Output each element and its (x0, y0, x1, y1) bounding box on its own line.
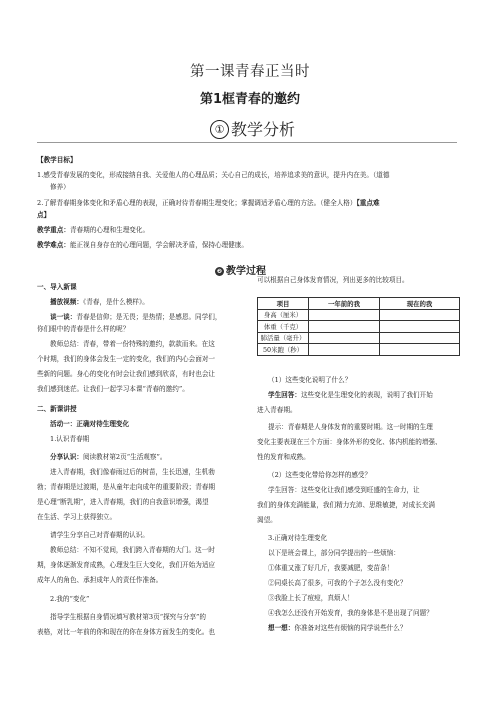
question-1: （1）这些变化说明了什么？ (268, 376, 352, 384)
summary-2: 期，身体逐渐发育成熟，心理发生巨大变化，我们开始为适应 (37, 561, 216, 569)
worry-item: ③我脸上长了痘痘，真烦人！ (268, 594, 354, 602)
table-header: 现在的我 (380, 298, 460, 310)
summary-1: 教师总结：不知不觉间，我们跨入青春期的大门。这一时 (50, 546, 215, 554)
reading-3: 是心理“断乳期”，进入青春期，我们的自我意识增强，渴望 (37, 498, 209, 506)
table-cell: 身高（厘米） (258, 309, 309, 321)
activity-1: 活动一：正确对待生理变化 (50, 420, 130, 428)
table-row (258, 321, 460, 333)
goal-1-cont: 修养） (50, 183, 70, 191)
lesson-subtitle: 第1框青春的邀约 (199, 92, 301, 107)
hint-2: 变化主要表现在三个方面：身体外形的变化、体内机能的增强、 (257, 438, 442, 446)
think-line: 想一想：你准备对这些有烦恼的同学说些什么？ (268, 624, 407, 632)
key-point: 教学重点：青春期的心理和生理变化。 (37, 226, 150, 234)
table-cell: 体重（千克） (258, 321, 309, 333)
teacher-summary: 教师总结：青春，带着一份特殊的邀约，款款而来。在这 (50, 340, 215, 348)
answer-2-cont: 我们的身体充满能量，我们精力充沛、思维敏捷，对成长充满 (257, 501, 436, 509)
talk-line: 谈一谈：青春是信仰；是无畏；是热情；是感恩。同学们， (50, 313, 222, 321)
question-2: （2）这些变化带给你怎样的感受？ (268, 471, 372, 479)
table-row (258, 332, 460, 344)
summary-3: 成年人的角色、承担成年人的责任作准备。 (37, 576, 163, 584)
worry-item: ①体重又涨了好几斤，我要减肥，变苗条！ (268, 564, 394, 572)
table-cell: 50米跑（秒） (258, 344, 309, 356)
section-number-badge: ❷ (216, 268, 223, 275)
heading-intro: 一、导入新课 (37, 283, 77, 291)
goal-2-cont: 点】 (37, 211, 51, 219)
goal-1: 1.感受青春发展的变化，形成接纳自我、关爱他人的心理品质；关心自己的成长，培养追求美的意识，提升内在美。（道德 (37, 171, 390, 179)
hint-1: 提示：青春期是人身体发育的重要时期。这一时期的生理 (268, 423, 433, 431)
table-header-row (258, 298, 460, 310)
teacher-summary-2: 个时期，我们的身体会发生一定的变化，我们的内心会面对一 (37, 355, 216, 363)
teacher-summary-3: 些新的问题。身心的变化有时会让我们感到欣喜，有时也会让 (37, 370, 216, 378)
reading-4: 在生活、学习上获得独立。 (37, 513, 117, 521)
goals-label: 【教学目标】 (37, 156, 77, 164)
answer-1-cont: 进入青春期。 (257, 406, 297, 414)
table-row (258, 344, 460, 356)
intro-line: 可以根据自己身体发育情况，列出更多的比较项目。 (257, 276, 409, 284)
step-3: 3.正确对待生理变化 (268, 534, 328, 542)
comparison-table (257, 297, 460, 356)
worry-item: ④我怎么还没有开始发育，我的身体是不是出现了问题？ (268, 609, 433, 617)
table-header: 一年前的我 (309, 298, 380, 310)
video-line: 播放视频：《青春，是什么模样》。 (50, 298, 149, 306)
instruct-1: 指导学生根据自身情况填写教材第3页“探究与分享”的 (50, 613, 206, 621)
table-header: 项目 (258, 298, 309, 310)
section-heading-process: ❷ 教学过程 (216, 266, 266, 277)
answer-2: 学生回答：这些变化让我们感受到旺盛的生命力，让 (268, 486, 420, 494)
step-2: 2.我的“变化” (50, 595, 90, 603)
divider (37, 142, 457, 143)
table-row (258, 309, 460, 321)
heading-new-lesson: 二、新课讲授 (37, 405, 77, 413)
talk-line-cont: 你们眼中的青春是什么样的呢？ (37, 325, 130, 333)
worry-item: ②同桌长高了很多，可我的个子怎么没有变化？ (268, 579, 407, 587)
share-line: 分享认识：阅读教材第2页“生活观察”。 (50, 453, 167, 461)
section-number-badge: ① (210, 120, 229, 139)
hint-3: 性的发育和成熟。 (257, 453, 310, 461)
section-heading-analysis (210, 117, 295, 140)
share-prompt: 请学生分享自己对青春期的认识。 (50, 531, 149, 539)
answer-2-end: 渴望。 (257, 516, 277, 524)
section-heading-text: 教学分析 (231, 120, 296, 139)
worries-intro: 以下是班会课上，部分同学提出的一些烦恼： (268, 549, 400, 557)
goal-2: 2.了解青春期身体变化和矛盾心理的表现，正确对待青春期生理变化；掌握调适矛盾心理的方法。（健全人格）【重点难 (37, 199, 380, 207)
answer-1: 学生回答：这些变化是生理变化的表现，说明了我们开始 (268, 391, 433, 399)
instruct-2: 表格，对比一年前的你和现在的你在身体方面发生的变化。也 (37, 628, 216, 636)
reading-2: 勃；青春期是过渡期，是从童年走向成年的重要阶段；青春期 (37, 483, 216, 491)
lesson-title: 第一课青春正当时 (190, 64, 310, 80)
teacher-summary-4: 我们感到迷茫。让我们一起学习本课“青春的邀约”。 (37, 385, 189, 393)
table-cell: 肺活量（毫升） (258, 332, 309, 344)
difficulty: 教学难点：能正视自身存在的心理问题，学会解决矛盾，保持心理健康。 (37, 241, 248, 249)
step-1: 1.认识青春期 (50, 435, 90, 443)
reading-1: 进入青春期，我们像春雨过后的树苗，生长迅速，生机勃 (50, 468, 215, 476)
